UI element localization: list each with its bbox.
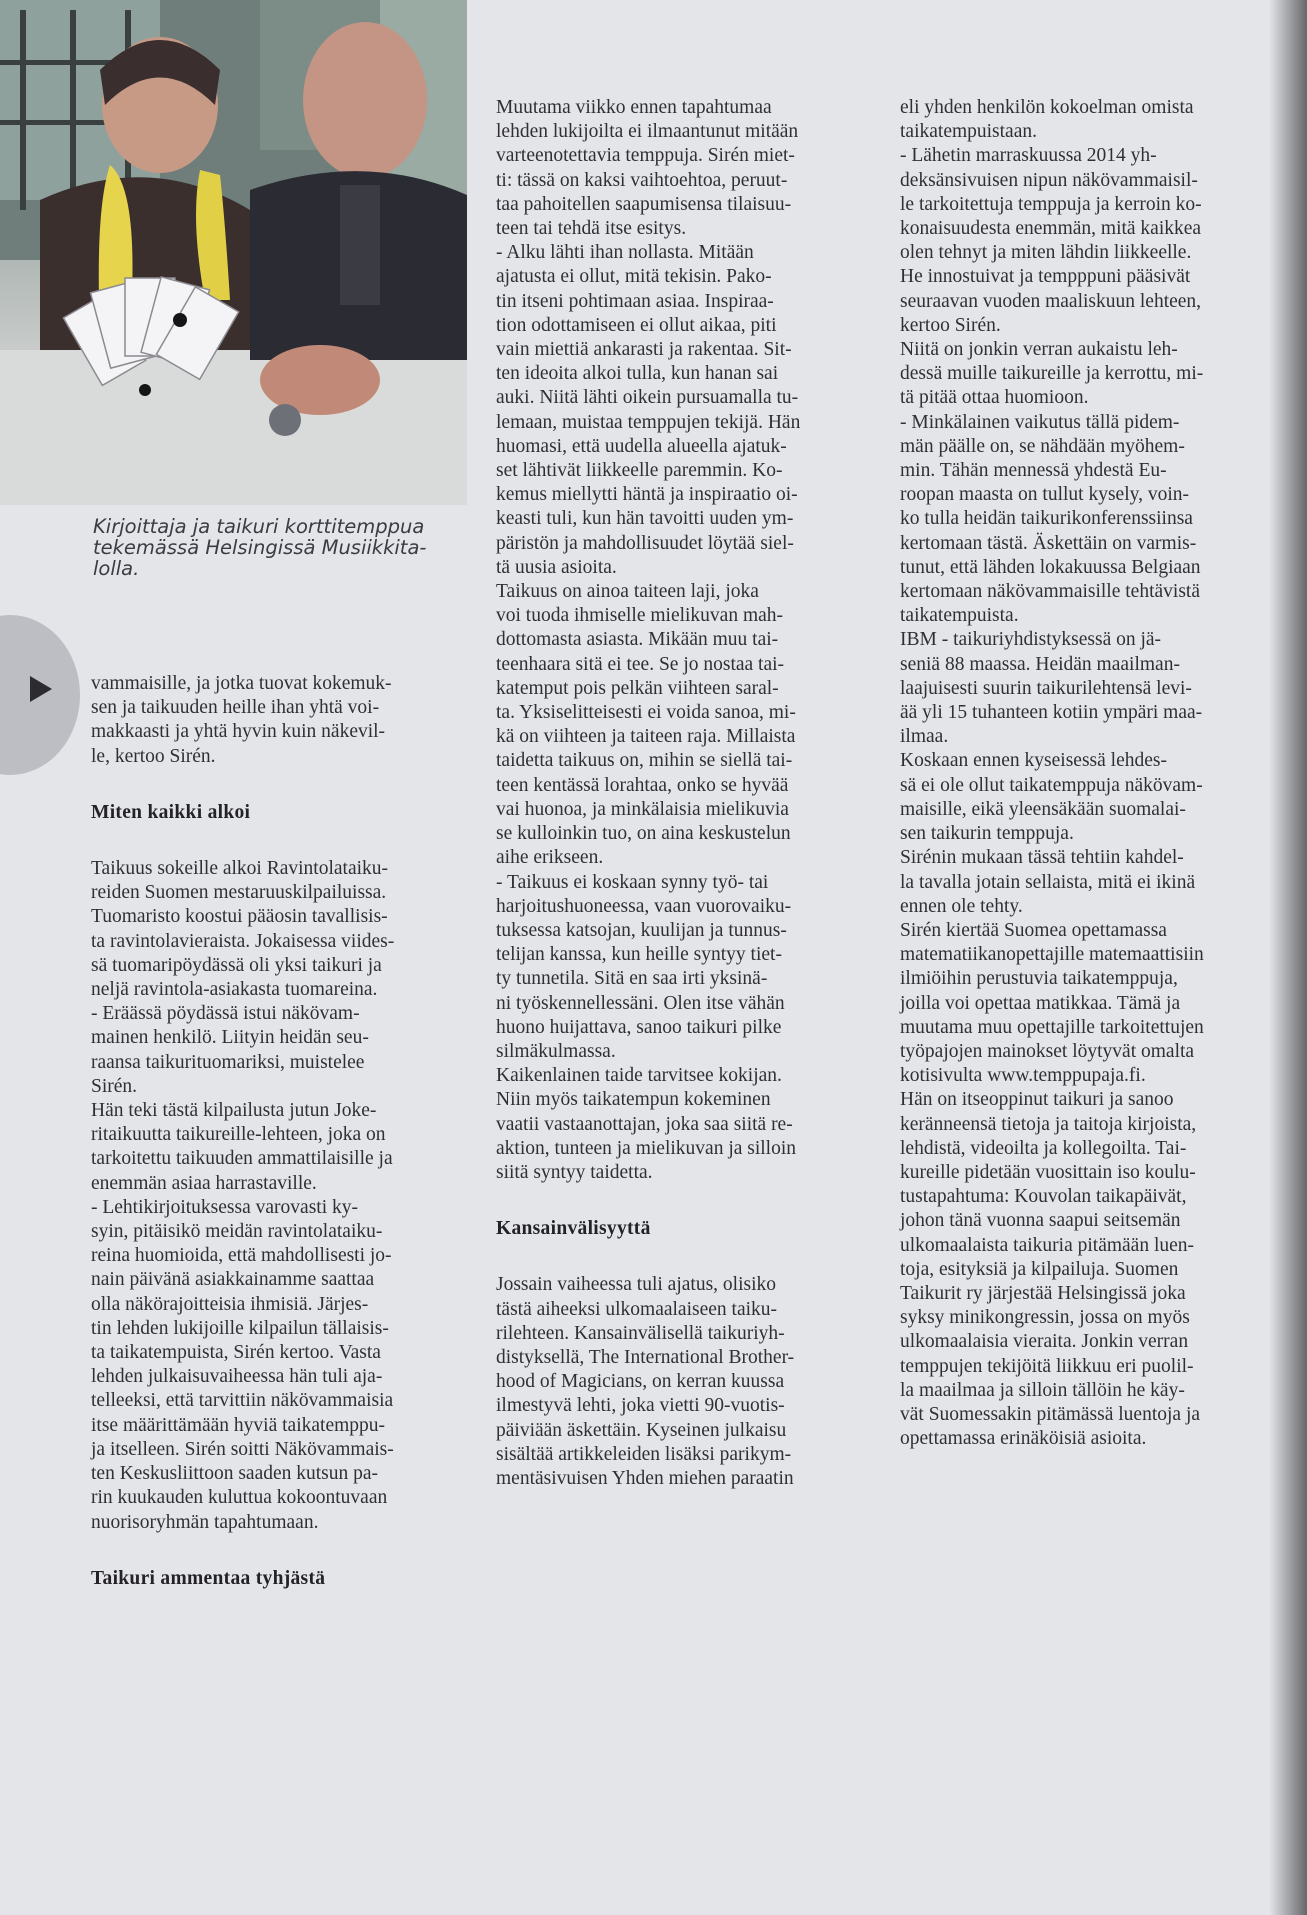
photo-caption: Kirjoittaja ja taikuri korttitemppua tekemässä Helsingissä Musiikkita- lolla. bbox=[93, 515, 427, 580]
subheading-kansainvalisyytta: Kansainvälisyyttä bbox=[496, 1218, 651, 1240]
paragraph: Taikuus sokeille alkoi Ravintolataiku- reiden Suomen mestaruuskilpailuissa. Tuomaristo koostui pääosin tavallisis- ta ravintolavieraista. Jokaisessa viides- sä tuomaripöydässä oli yksi taikuri ja neljä ravintola-asiakasta tuomareina. - Eräässä pöydässä istui näkövam- mainen henkilö. Liityin heidän seu- raansa taikurituomariksi, muistelee Sirén. Hän teki tästä kilpailusta jutun Joke- ritaikuutta taikureille-lehteen, joka on tarkoitettu taikuuden ammattilaisille ja enemmän asiaa harrastaville. - Lehtikirjoituksessa varovasti ky- syin, pitäisikö meidän ravintolataiku- reina huomioida, että mahdollisesti jo- nain päivänä asiakkainamme saattaa olla näkörajoitteisia ihmisiä. Järjes- tin lehden lukijoille kilpailun tällaisis- ta taikatempuista, Sirén kertoo. Vasta lehden julkaisuvaiheessa hän tuli aja- telleeksi, että tarvittiin näkövammaisia itse määrittämään hyviä taikatemppu- ja itselleen. Sirén soitti Näkövammais- ten Keskusliittoon saaden kutsun pa- rin kuukauden kuluttua kokoontuvaan nuorisoryhmän tapahtumaan. bbox=[91, 858, 395, 1533]
paragraph: Muutama viikko ennen tapahtumaa lehden lukijoilta ei ilmaantunut mitään varteenotettavia temppuja. Sirén miet- ti: tässä on kaksi vaihtoehtoa, peruut- taa pahoitellen saapumisensa tilaisuu- teen tai tehdä itse esitys. - Alku lähti ihan nollasta. Mitään ajatusta ei ollut, mitä tekisin. Pako- tin itseni pohtimaan asiaa. Inspiraa- tion odottamiseen ei ollut aikaa, piti vain miettiä ankarasti ja rakentaa. Sit- ten ideoita alkoi tulla, kun hanan sai auki. Niitä lähti oikein pursuamalla tu- lemaan, muistaa temppujen tekijä. Hän huomasi, että uudella alueella ajatuk- set lähtivät liikkeelle paremmin. Ko- kemus miellytti häntä ja inspiraatio oi- keasti tuli, kun hän tavoitti uuden ym- päristön ja mahdollisuudet löytää siel- tä uusia asioita. Taikuus on ainoa taiteen laji, joka voi tuoda ihmiselle mielikuvan mah- dottomasta asiasta. Mikään muu tai- teenhaara sitä ei tee. Se jo nostaa tai- katemput pois pelkän viihteen saral- ta. Yksiselitteisesti ei voida sanoa, mi- kä on viihteen ja taiteen raja. Millaista taidetta taikuus on, mihin se siellä tai- teen kentässä lorahtaa, onko se hyvää vai huonoa, ja minkälaisia mielikuvia se kulloinkin tuo, on aina keskustelun aihe erikseen. - Taikuus ei koskaan synny työ- tai harjoitushuoneessa, vaan vuorovaiku- tuksessa katsojan, kuulijan ja tunnus- telijan kanssa, kun heille syntyy tiet- ty tunnetila. Sitä en saa irti yksinä- ni työskennellessäni. Olen itse vähän huono huijattava, sanoo taikuri pilke silmäkulmassa. Kaikenlainen taide tarvitsee kokijan. Niin myös taikatempun kokeminen vaatii vastaanottajan, joka saa siitä re- aktion, tunteen ja mielikuvan ja silloin siitä syntyy taidetta. bbox=[496, 97, 801, 1183]
article-photo bbox=[0, 0, 467, 505]
subheading-miten-kaikki-alkoi: Miten kaikki alkoi bbox=[91, 801, 251, 823]
photo-illustration bbox=[0, 0, 467, 505]
subheading-taikuri-ammentaa: Taikuri ammentaa tyhjästä bbox=[91, 1567, 326, 1589]
paragraph: Jossain vaiheessa tuli ajatus, olisiko tästä aiheeksi ulkomaalaiseen taiku- rilehteen. Kansainvälisellä taikuriyh- distyksellä, The International Brother- hood of Magicians, on kerran kuussa ilmestyvä lehti, joka vietti 90-vuotis- päiviään äskettäin. Kyseinen julkaisu sisältää artikkeleiden lisäksi parikym- mentäsivuisen Yhden miehen paraatin bbox=[496, 1274, 795, 1489]
paragraph: eli yhden henkilön kokoelman omista taikatempuistaan. - Lähetin marraskuussa 2014 yh- deksänsivuisen nipun näkövammaisil- le tarkoitettuja temppuja ja kerroin ko- konaisuudesta enemmän, mitä kaikkea olen tehnyt ja miten lähdin liikkeelle. He innostuivat ja tempppuni pääsivät seuraavan vuoden maaliskuun lehteen, kertoo Sirén. Niitä on jonkin verran aukaistu leh- dessä muille taikureille ja kerrottu, mi- tä pitää ottaa huomioon. - Minkälainen vaikutus tällä pidem- män päälle on, se nähdään myöhem- min. Tähän mennessä yhdestä Eu- roopan maasta on tullut kysely, voin- ko tulla heidän taikurikonferenssiinsa kertomaan tästä. Äskettäin on varmis- tunut, että lähden lokakuussa Belgiaan kertomaan näkövammaisille tehtävistä taikatempuista. IBM - taikuriyhdistyksessä on jä- seniä 88 maassa. Heidän maailman- laajuisesti suurin taikurilehtensä levi- ää yli 15 tuhanteen kotiin ympäri maa- ilmaa. Koskaan ennen kyseisessä lehdes- sä ei ole ollut taikatemppuja näkövam- maisille, eikä yleensäkään suomalai- sen taikurin temppuja. Sirénin mukaan tässä tehtiin kahdel- la tavalla jotain sellaista, mitä ei ikinä ennen ole tehty. Sirén kiertää Suomea opettamassa matematiikanopettajille matemaattisiin ilmiöihin perustuvia taikatemppuja, joilla voi opettaa matikkaa. Tämä ja muutama muu opettajille tarkoitettujen työpajojen mainokset löytyvät omalta kotisivulta www.temppupaja.fi. Hän on itseoppinut taikuri ja sanoo keränneensä tietoja ja taitoja kirjoista, lehdistä, videoilta ja kollegoilta. Tai- kureille pidetään vuosittain iso koulu- tustapahtuma: Kouvolan taikapäivät, johon tänä vuonna saapui seitsemän ulkomaalaista taikuria pitämään luen- toja, esityksiä ja kilpailuja. Suomen Taikurit ry järjestää Helsingissä joka syksy minikongressin, jossa on myös ulkomaalaisia vieraita. Jonkin verran temppujen tekijöitä liikkuu eri puolil- la maailmaa ja silloin tällöin he käy- vät Suomessakin pitämässä luentoja ja opettamassa erinäköisiä asioita. bbox=[900, 97, 1204, 1450]
article-column-1 bbox=[91, 672, 451, 1591]
continue-arrow-icon bbox=[30, 676, 52, 702]
paragraph: vammaisille, ja jotka tuovat kokemuk- sen ja taikuuden heille ihan yhtä voi- makkaasti ja yhtä hyvin kuin näkevil- le, kertoo Sirén. bbox=[91, 673, 392, 767]
article-column-2 bbox=[496, 96, 866, 1491]
article-column-3 bbox=[900, 96, 1278, 1451]
